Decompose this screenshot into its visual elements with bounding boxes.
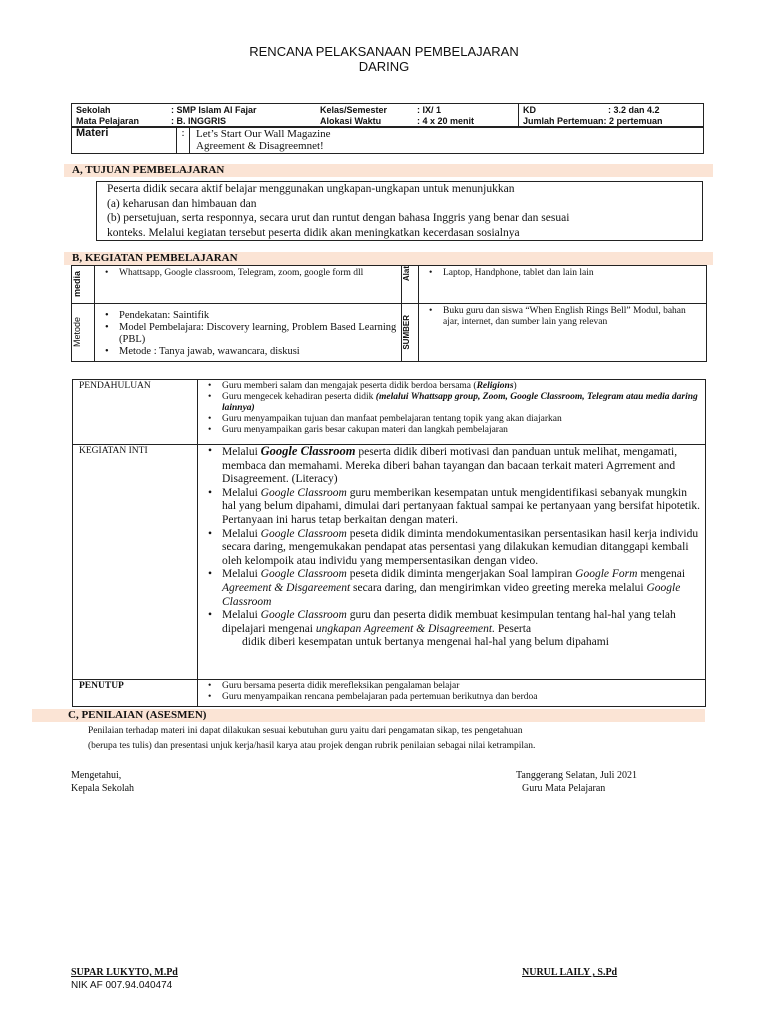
penilaian-line-1: Penilaian terhadap materi ini dapat dilakukan sesuai kebutuhan guru yaitu dari pengamatan sikap, tes pengetahuan (88, 726, 523, 736)
document-title: RENCANA PELAKSANAAN PEMBELAJARAN (249, 44, 519, 59)
alat-label: Alat (402, 266, 411, 282)
tujuan-line-1: Peserta didik secara aktif belajar menggunakan ungkapan-ungkapan untuk menunjukkan (107, 183, 515, 195)
kd-label: KD (523, 105, 536, 115)
teacher-name: NURUL LAILY , S.Pd (522, 967, 618, 978)
alat-item: • Laptop, Handphone, tablet dan lain lain (421, 268, 704, 279)
pendahuluan-item-1: • Guru memberi salam dan mengajak peserta didik berdoa bersama (Religions) (200, 381, 703, 392)
sekolah-label: Sekolah (76, 105, 111, 115)
tujuan-line-3: (b) persetujuan, serta responnya, secara urut dan runtut dengan bahasa Inggris yang benar dan sesuai (107, 212, 570, 224)
tujuan-line-2: (a) keharusan dan himbauan dan (107, 197, 257, 210)
kd-value: : 3.2 dan 4.2 (608, 105, 660, 115)
metode-item-1: • Pendekatan: Saintifik (97, 310, 399, 322)
metode-label: Metode (72, 317, 82, 348)
materi-title: Let’s Start Our Wall Magazine (196, 128, 331, 140)
materi-subtitle: Agreement & Disagreemnet! (196, 140, 324, 152)
kelas-label: Kelas/Semester (320, 105, 388, 115)
section-a-heading: A, TUJUAN PEMBELAJARAN (64, 164, 713, 177)
metode-item-2: • Model Pembelajara: Discovery learning, Problem Based Learning (PBL) (97, 322, 399, 346)
inti-item-5: • Melalui Google Classroom guru dan peserta didik membuat kesimpulan tentang hal-hal yang telah dipelajari mengenai ungkapan Agreement & Disagreement. Peserta didik diberi kesempatan untuk bertanya mengenai hal-hal yang belum dipahami (200, 609, 703, 650)
pendahuluan-item-4: • Guru menyampaikan garis besar cakupan materi dan langkah pembelajaran (200, 425, 703, 436)
mapel-label: Mata Pelajaran (76, 115, 140, 126)
alokasi-value: : 4 x 20 menit (417, 115, 475, 126)
materi-table (71, 126, 704, 154)
mengetahui-label: Mengetahui, (71, 770, 122, 781)
inti-item-4: • Melalui Google Classroom peseta didik diminta mengerjakan Soal lampiran Google Form mengenai Agreement & Disgareement secara daring, dan mengirimkan video greeting mereka melalui Google Classroom (200, 568, 703, 609)
sumber-item: • Buku guru dan siswa “When English Rings Bell” Modul, bahan ajar, internet, dan sumber lain yang relevan (421, 306, 704, 328)
guru-label: Guru Mata Pelajaran (522, 782, 606, 794)
document-subtitle: DARING (358, 59, 410, 74)
pendahuluan-label: PENDAHULUAN (73, 380, 198, 445)
sumber-label: SUMBER (402, 315, 411, 350)
inti-item-2: • Melalui Google Classroom guru memberikan kesempatan untuk mengidentifikasi sebanyak mungkin hal yang belum dipahami, dimulai dari pertanyaan faktual sampai ke pertanyaan yang bersifat hipotetik. Pertanyaan ini harus tetap berkaitan dengan materi. (200, 487, 703, 528)
penilaian-line-2: (berupa tes tulis) dan presentasi unjuk kerja/hasil karya atau projek dengan rubrik penilaian sebagai nilai ketrampilan. (88, 741, 536, 751)
identity-table (71, 103, 704, 128)
pendahuluan-item-2: • Guru mengecek kehadiran peserta didik (melalui Whattsapp group, Zoom, Google Classroom, Telegram atau media daring lainnya) (200, 392, 703, 414)
kelas-value: : IX/ 1 (417, 105, 442, 115)
media-label: media (72, 271, 82, 298)
signature-right-header (516, 770, 637, 795)
mapel-value: : B. INGGRIS (171, 115, 227, 126)
principal-nik: NIK AF 007.94.040474 (71, 980, 173, 991)
penutup-label: PENUTUP (73, 680, 198, 707)
media-item: • Whattsapp, Google classroom, Telegram, zoom, google form dll (97, 268, 399, 279)
tujuan-box (96, 181, 703, 241)
inti-item-3: • Melalui Google Classroom peseta didik diminta mendokumentasikan persentasikan hasil kerja individu secara daring, mengemukakan pendapat atas persentasi yang dilakukan kemudian ditanggapi kembali oleh kelompoik atau individu yang mempersentasikan dengan video. (200, 528, 703, 569)
metode-item-3: • Metode : Tanya jawab, wawancara, diskusi (97, 346, 399, 358)
penilaian-text (72, 724, 712, 754)
section-b-heading: B, KEGIATAN PEMBELAJARAN (64, 252, 713, 265)
penutup-item-2: • Guru menyampaikan rencana pembelajaran pada pertemuan berikutnya dan berdoa (200, 692, 703, 703)
signature-left-header (71, 770, 134, 795)
principal-name: SUPAR LUKYTO, M.Pd (71, 967, 178, 978)
kegiatan-table (71, 265, 707, 362)
activities-table (72, 379, 706, 707)
inti-label: KEGIATAN INTI (73, 445, 198, 680)
materi-label: Materi (72, 127, 177, 154)
penutup-item-1: • Guru bersama peserta didik merefleksikan pengalaman belajar (200, 681, 703, 692)
alokasi-label: Alokasi Waktu (320, 115, 382, 126)
section-c-heading: C, PENILAIAN (ASESMEN) (32, 709, 705, 722)
sekolah-value: : SMP Islam Al Fajar (171, 105, 257, 115)
materi-colon: : (177, 127, 190, 154)
pendahuluan-item-3: • Guru menyampaikan tujuan dan manfaat pembelajaran tentang topik yang akan diajarkan (200, 414, 703, 425)
tujuan-line-4: konteks. Melalui kegiatan tersebut peserta didik akan meningkatkan kecerdasan sosialnya (107, 226, 520, 239)
kepala-sekolah-label: Kepala Sekolah (71, 782, 135, 794)
place-date: Tanggerang Selatan, Juli 2021 (516, 770, 637, 781)
inti-item-1: • Melalui Google Classroom peserta didik diberi motivasi dan panduan untuk melihat, mengamati, membaca dan memahami. Mereka diberi bahan tayangan dan bacaan terkait materi Agrrement and Disagreement. (Literacy) (200, 445, 703, 487)
pertemuan-label: Jumlah Pertemuan: 2 pertemuan (523, 115, 663, 126)
